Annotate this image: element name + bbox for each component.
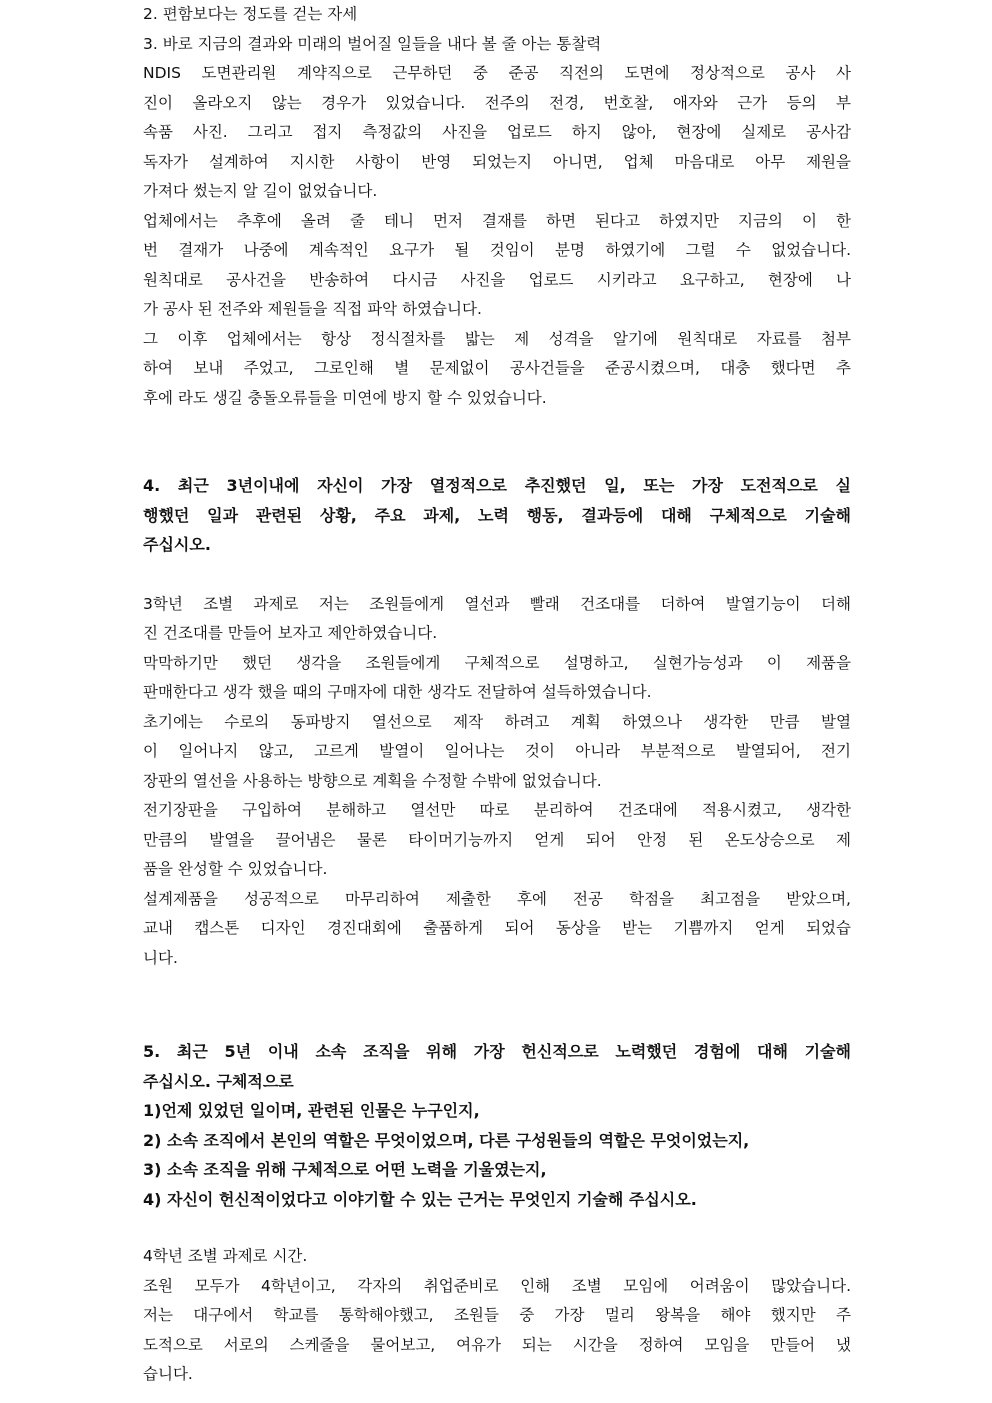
question-5-heading [143,1037,851,1214]
intro-line: 번 결재가 나중에 계속적인 요구가 될 것임이 분명 하였기에 그럴 수 없었습니다. [143,241,851,259]
intro-line: 원칙대로 공사건을 반송하여 다시금 사진을 업로드 시키라고 요구하고, 현장에 나 [143,270,851,289]
intro-section [143,0,851,413]
intro-line: 하여 보내 주었고, 그로인해 별 문제없이 공사건들을 준공시켰으며, 대충 했다면 추 [143,359,851,377]
question-line: 주십시오. 구체적으로 [143,1071,294,1091]
question-line: 2) 소속 조직에서 본인의 역할은 무엇이었으며, 다른 구성원들의 역할은 무엇이었는지, [143,1130,750,1150]
section-spacer [143,1214,851,1242]
intro-line: 가져다 썼는지 알 길이 없었습니다. [143,182,378,200]
answer-line: 이 일어나지 않고, 고르게 발열이 일어나는 것이 아니라 부분적으로 발열되어, 전기 [143,742,851,760]
answer-line: 니다. [143,948,178,967]
answer-line: 도적으로 서로의 스케줄을 물어보고, 여유가 되는 시간을 정하여 모임을 만들어 냈 [143,1335,851,1354]
answer-line: 3학년 조별 과제로 저는 조원들에게 열선과 빨래 건조대를 더하여 발열기능이 더해 [143,594,851,613]
answer-line: 품을 완성할 수 있었습니다. [143,860,328,878]
answer-line: 설계제품을 성공적으로 마무리하여 제출한 후에 전공 학점을 최고점을 받았으며, [143,889,851,908]
answer-line: 장판의 열선을 사용하는 방향으로 계획을 수정할 수밖에 없었습니다. [143,771,602,790]
intro-line: 그 이후 업체에서는 항상 정식절차를 밟는 제 성격을 알기에 원칙대로 자료를 첨부 [143,329,851,348]
question-line: 4) 자신이 헌신적이었다고 이야기할 수 있는 근거는 무엇인지 기술해 주십시오. [143,1189,697,1209]
intro-line: 진이 올라오지 않는 경우가 있었습니다. 전주의 전경, 번호찰, 애자와 근가 등의 부 [143,93,851,112]
question-4-heading [143,471,851,560]
answer-line: 교내 캡스톤 디자인 경진대회에 출품하게 되어 동상을 받는 기쁨까지 얻게 되었습 [143,919,851,937]
intro-line: 3. 바로 지금의 결과와 미래의 벌어질 일들을 내다 볼 줄 아는 통찰력 [143,34,602,53]
question-line: 1)언제 있었던 일이며, 관련된 인물은 누구인지, [143,1101,480,1120]
answer-line: 판매한다고 생각 했을 때의 구매자에 대한 생각도 전달하여 설득하였습니다. [143,683,652,701]
intro-line: NDIS 도면관리원 계약직으로 근무하던 중 준공 직전의 도면에 정상적으로 공사 사 [143,64,851,82]
answer-line: 만큼의 발열을 끌어냄은 물론 타이머기능까지 얻게 되어 안정 된 온도상승으로 제 [143,830,851,849]
section-spacer [143,413,851,471]
answer-line: 진 건조대를 만들어 보자고 제안하였습니다. [143,624,438,642]
answer-4-body [143,590,851,974]
question-line: 행했던 일과 관련된 상황, 주요 과제, 노력 행동, 결과등에 대해 구체적으로 기술해 [143,505,851,525]
intro-line: 업체에서는 추후에 올려 줄 테니 먼저 결재를 하면 된다고 하였지만 지금의 이 한 [143,211,851,230]
answer-line: 저는 대구에서 학교를 통학해야했고, 조원들 중 가장 멀리 왕복을 해야 했지만 주 [143,1306,851,1324]
intro-line: 속품 사진. 그리고 접지 측정값의 사진을 업로드 하지 않아, 현장에 실제로 공사감 [143,123,851,141]
answer-line: 막막하기만 했던 생각을 조원들에게 구체적으로 설명하고, 실현가능성과 이 제품을 [143,653,851,672]
answer-line: 습니다. [143,1365,193,1383]
question-line: 3) 소속 조직을 위해 구체적으로 어떤 노력을 기울였는지, [143,1160,547,1179]
question-line: 4. 최근 3년이내에 자신이 가장 열정적으로 추진했던 일, 또는 가장 도전적으로 실 [143,476,851,495]
intro-line: 독자가 설계하여 지시한 사항이 반영 되었는지 아니면, 업체 마음대로 아무 제원을 [143,152,851,171]
intro-line: 2. 편함보다는 정도를 걷는 자세 [143,5,358,23]
answer-5-body [143,1242,851,1390]
answer-line: 초기에는 수로의 동파방지 열선으로 제작 하려고 계획 하였으나 생각한 만큼 발열 [143,712,851,731]
answer-line: 4학년 조별 과제로 시간. [143,1247,308,1265]
intro-line: 가 공사 된 전주와 제원들을 직접 파악 하였습니다. [143,300,482,318]
answer-line: 조원 모두가 4학년이고, 각자의 취업준비로 인해 조별 모임에 어려움이 많았습니다. [143,1276,851,1295]
section-spacer [143,973,851,1037]
intro-line: 후에 라도 생길 충돌오류들을 미연에 방지 할 수 있었습니다. [143,388,547,407]
document-page [143,0,851,1390]
section-spacer [143,560,851,590]
question-line: 주십시오. [143,535,211,554]
answer-line: 전기장판을 구입하여 분해하고 열선만 따로 분리하여 건조대에 적용시켰고, 생각한 [143,801,851,819]
question-line: 5. 최근 5년 이내 소속 조직을 위해 가장 헌신적으로 노력했던 경험에 대해 기술해 [143,1042,851,1061]
